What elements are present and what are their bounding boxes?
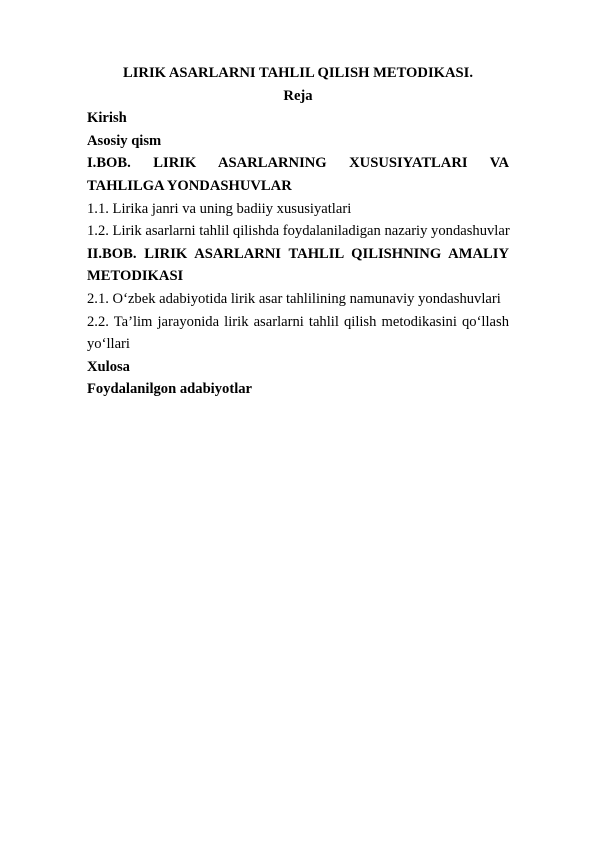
- document-content: [87, 62, 509, 401]
- toc-section-2-2-line-2: yo‘llari: [87, 336, 130, 353]
- toc-chapter-2-heading-line-1: II.BOB. LIRIK ASARLARNI TAHLIL QILISHNING AMALIY: [87, 245, 509, 262]
- toc-item-conclusion: Xulosa: [87, 358, 130, 375]
- toc-section-1-1: 1.1. Lirika janri va uning badiiy xususiyatlari: [87, 200, 352, 217]
- toc-item-introduction: Kirish: [87, 110, 127, 127]
- document-subtitle: Reja: [283, 87, 313, 104]
- toc-section-2-1: 2.1. O‘zbek adabiyotida lirik asar tahlilining namunaviy yondashuvlari: [87, 290, 501, 307]
- toc-item-references: Foydalanilgon adabiyotlar: [87, 381, 253, 398]
- toc-chapter-1-heading-line-1: I.BOB. LIRIK ASARLARNING XUSUSIYATLARI VA: [87, 155, 509, 172]
- toc-chapter-2-heading-line-2: METODIKASI: [87, 268, 184, 285]
- toc-chapter-1-heading-line-2: TAHLILGA YONDASHUVLAR: [87, 177, 292, 194]
- toc-section-1-2: 1.2. Lirik asarlarni tahlil qilishda foydalaniladigan nazariy yondashuvlar: [87, 223, 510, 240]
- document-title: LIRIK ASARLARNI TAHLIL QILISH METODIKASI.: [123, 65, 473, 81]
- toc-item-main-part: Asosiy qism: [87, 132, 162, 149]
- toc-section-2-2-line-1: 2.2. Ta’lim jarayonida lirik asarlarni tahlil qilish metodikasini qo‘llash: [87, 313, 509, 330]
